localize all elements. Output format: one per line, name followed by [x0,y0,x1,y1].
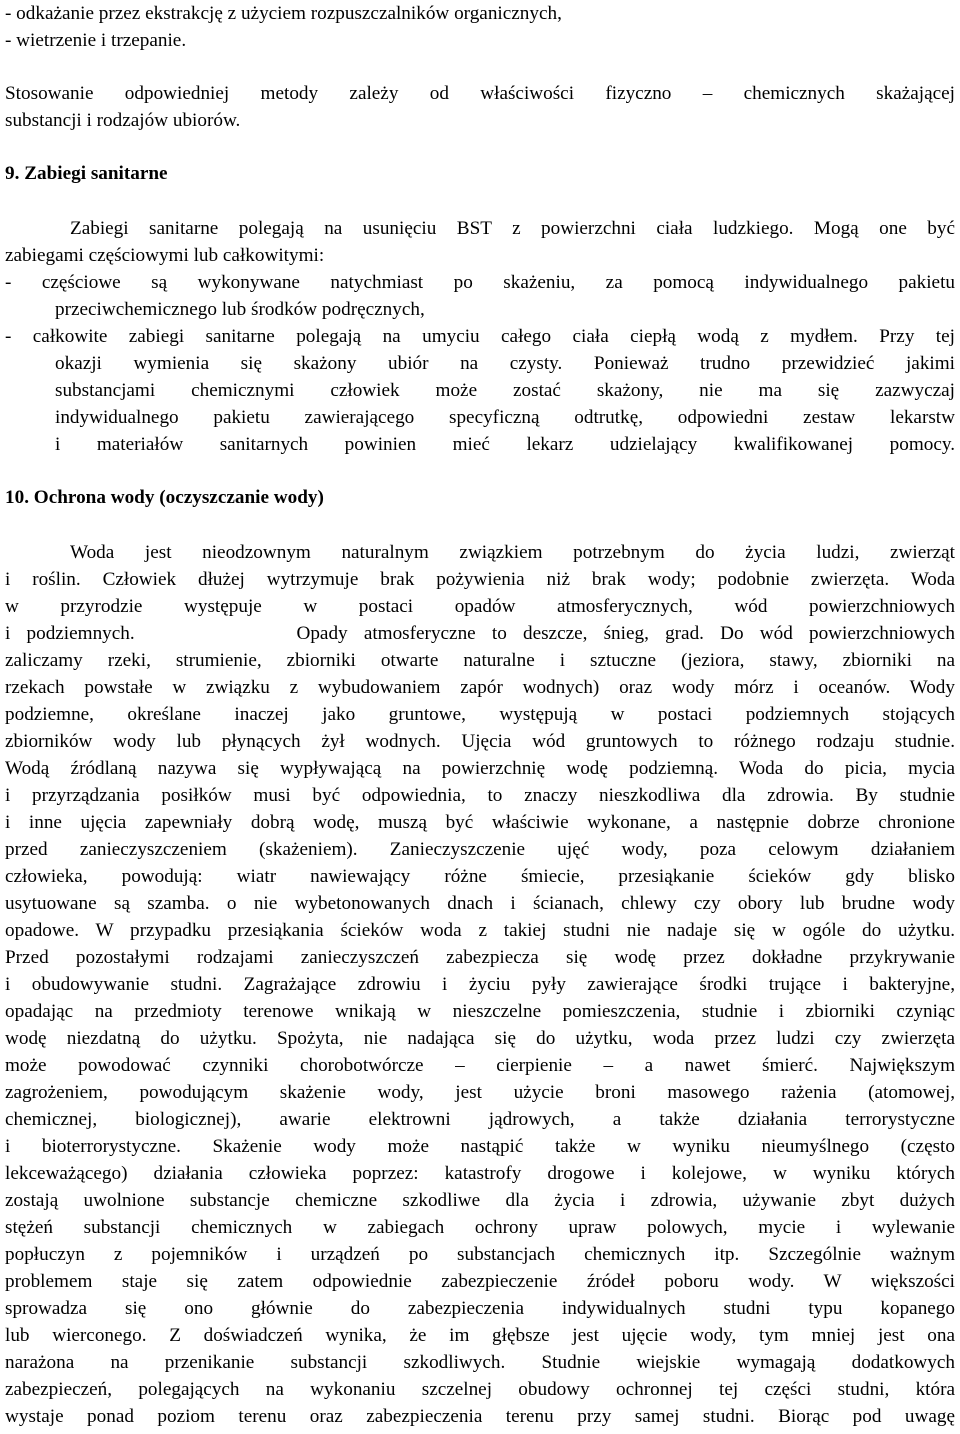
paragraph-line: Zabiegi sanitarne polegają na usunięciu BST z powierzchni ciała ludzkiego. Mogą one być [70,218,955,239]
paragraph-line: Przed pozostałymi rodzajami zanieczyszczeń zabezpiecza się wodę przez dokładne przykrywanie [5,947,955,968]
paragraph-line: - całkowite zabiegi sanitarne polegają na umyciu całego ciała ciepłą wodą z mydłem. Przy tej [5,326,955,347]
paragraph-line: stężeń substancji chemicznych w zabiegach ochrony upraw polowych, mycie i wylewanie [5,1217,955,1238]
paragraph-line: lub wierconego. Z doświadczeń wynika, że im głębsze jest ujęcie wody, tym mniej jest ona [5,1325,955,1346]
paragraph-line: i obudowywanie studni. Zagrażające zdrowiu i życiu pyły zawierające środki trujące i bakteryjne, [5,974,955,995]
top-list [5,0,955,54]
paragraph-line: zabezpieczeń, polegających na wykonaniu szczelnej obudowy ochronnej tej części studni, która [5,1379,955,1400]
paragraph-line: substancji i rodzajów ubiorów. [5,110,241,131]
paragraph-line: narażona na przenikanie substancji szkodliwych. Studnie wiejskie wymagają dodatkowych [5,1352,955,1373]
section-10-body [5,539,955,1430]
paragraph-line: i bioterrorystyczne. Skażenie wody może nastąpić także w wyniku nieumyślnego (często [5,1136,955,1157]
section-10-heading: 10. Ochrona wody (oczyszczanie wody) [5,487,324,508]
method-paragraph [5,80,955,134]
paragraph-line: podziemne, określane inaczej jako gruntowe, występują w postaci podziemnych stojących [5,704,955,725]
section-9-heading: 9. Zabiegi sanitarne [5,163,168,184]
paragraph-line: Stosowanie odpowiedniej metody zależy od właściwości fizyczno – chemicznych skażającej [5,83,955,104]
paragraph-line: rzekach powstałe w związku z wybudowaniem zapór wodnych) oraz wody mórz i oceanów. Wody [5,677,955,698]
paragraph-line: problemem staje się zatem odpowiednie zabezpieczenie źródeł poboru wody. W większości [5,1271,955,1292]
paragraph-line: i przyrządzania posiłków musi być odpowiednia, to znaczy nieszkodliwa dla zdrowia. By studnie [5,785,955,806]
paragraph-line: chemicznej, biologicznej), awarie elektrowni jądrowych, a także działania terrorystyczne [5,1109,955,1130]
paragraph-line: wodę niezdatną do użytku. Spożyta, nie nadająca się do użytku, woda przez ludzi czy zwierzęta [5,1028,955,1049]
paragraph-line: i materiałów sanitarnych powinien mieć lekarz udzielający kwalifikowanej pomocy. [55,434,955,455]
paragraph-line: opadowe. W przypadku przesiąkania ścieków woda z takiej studni nie nadaje się w ogóle do użytku. [5,920,955,941]
paragraph-line: - częściowe są wykonywane natychmiast po skażeniu, za pomocą indywidualnego pakietu [5,272,955,293]
paragraph-line: zabiegami częściowymi lub całkowitymi: [5,245,325,266]
paragraph-line: i inne ujęcia zapewniały dobrą wodę, muszą być właściwie wykonane, a następnie dobrze chronione [5,812,955,833]
paragraph-line: zostają uwolnione substancje chemiczne szkodliwe dla życia i zdrowia, używanie zbyt dużych [5,1190,955,1211]
paragraph-line: substancjami chemicznymi człowiek może zostać skażony, nie ma się zazwyczaj [55,380,955,401]
paragraph-line: zaliczamy rzeki, strumienie, zbiorniki otwarte naturalne i sztuczne (jeziora, stawy, zbiorniki na [5,650,955,671]
paragraph-line: może powodować czynniki chorobotwórcze – cierpienie – a nawet śmierć. Największym [5,1055,955,1076]
paragraph-line: Wodą źródlaną nazywa się wypływającą na powierzchnię wodę podziemną. Woda do picia, mycia [5,758,955,779]
document-page [5,0,955,1430]
paragraph-line: Woda jest nieodzownym naturalnym związkiem potrzebnym do życia ludzi, zwierząt [70,542,955,563]
section-9-body [5,215,955,458]
list-item: - odkażanie przez ekstrakcję z użyciem rozpuszczalników organicznych, [5,3,562,24]
paragraph-line: zagrożeniem, powodującym skażenie wody, jest użycie broni masowego rażenia (atomowej, [5,1082,955,1103]
paragraph-line: zbiorników wody lub płynących żył wodnych. Ujęcia wód gruntowych to różnego rodzaju studnie. [5,731,955,752]
paragraph-line: w przyrodzie występuje w postaci opadów atmosferycznych, wód powierzchniowych [5,596,955,617]
paragraph-line: opadając na przedmioty terenowe wnikają w nieszczelne pomieszczenia, studnie i zbiorniki czyniąc [5,1001,955,1022]
paragraph-line: przeciwchemicznego lub środków podręcznych, [55,299,425,320]
paragraph-line: i podziemnych. Opady atmosferyczne to deszcze, śnieg, grad. Do wód powierzchniowych [5,623,955,644]
paragraph-line: usytuowane są szamba. o nie wybetonowanych dnach i ścianach, chlewy czy obory lub brudne wody [5,893,955,914]
list-item: - wietrzenie i trzepanie. [5,30,187,51]
paragraph-line: indywidualnego pakietu zawierającego specyficzną odtrutkę, odpowiedni zestaw lekarstw [55,407,955,428]
paragraph-line: sprowadza się ono głównie do zabezpieczenia indywidualnych studni typu kopanego [5,1298,955,1319]
paragraph-line: i roślin. Człowiek dłużej wytrzymuje brak pożywienia niż brak wody; podobnie zwierzęta. Woda [5,569,955,590]
paragraph-line: przed zanieczyszczeniem (skażeniem). Zanieczyszczenie ujęć wody, poza celowym działaniem [5,839,955,860]
paragraph-line: popłuczyn z pojemników i urządzeń po substancjach chemicznych itp. Szczególnie ważnym [5,1244,955,1265]
paragraph-line: lekceważącego) działania człowieka poprzez: katastrofy drogowe i kolejowe, w wyniku których [5,1163,955,1184]
paragraph-line: okazji wymienia się skażony ubiór na czysty. Ponieważ trudno przewidzieć jakimi [55,353,955,374]
paragraph-line: wystaje ponad poziom terenu oraz zabezpieczenia terenu przy samej studni. Biorąc pod uwagę [5,1406,955,1427]
paragraph-line: człowieka, powodują: wiatr nawiewający różne śmiecie, przesiąkanie ścieków gdy blisko [5,866,955,887]
